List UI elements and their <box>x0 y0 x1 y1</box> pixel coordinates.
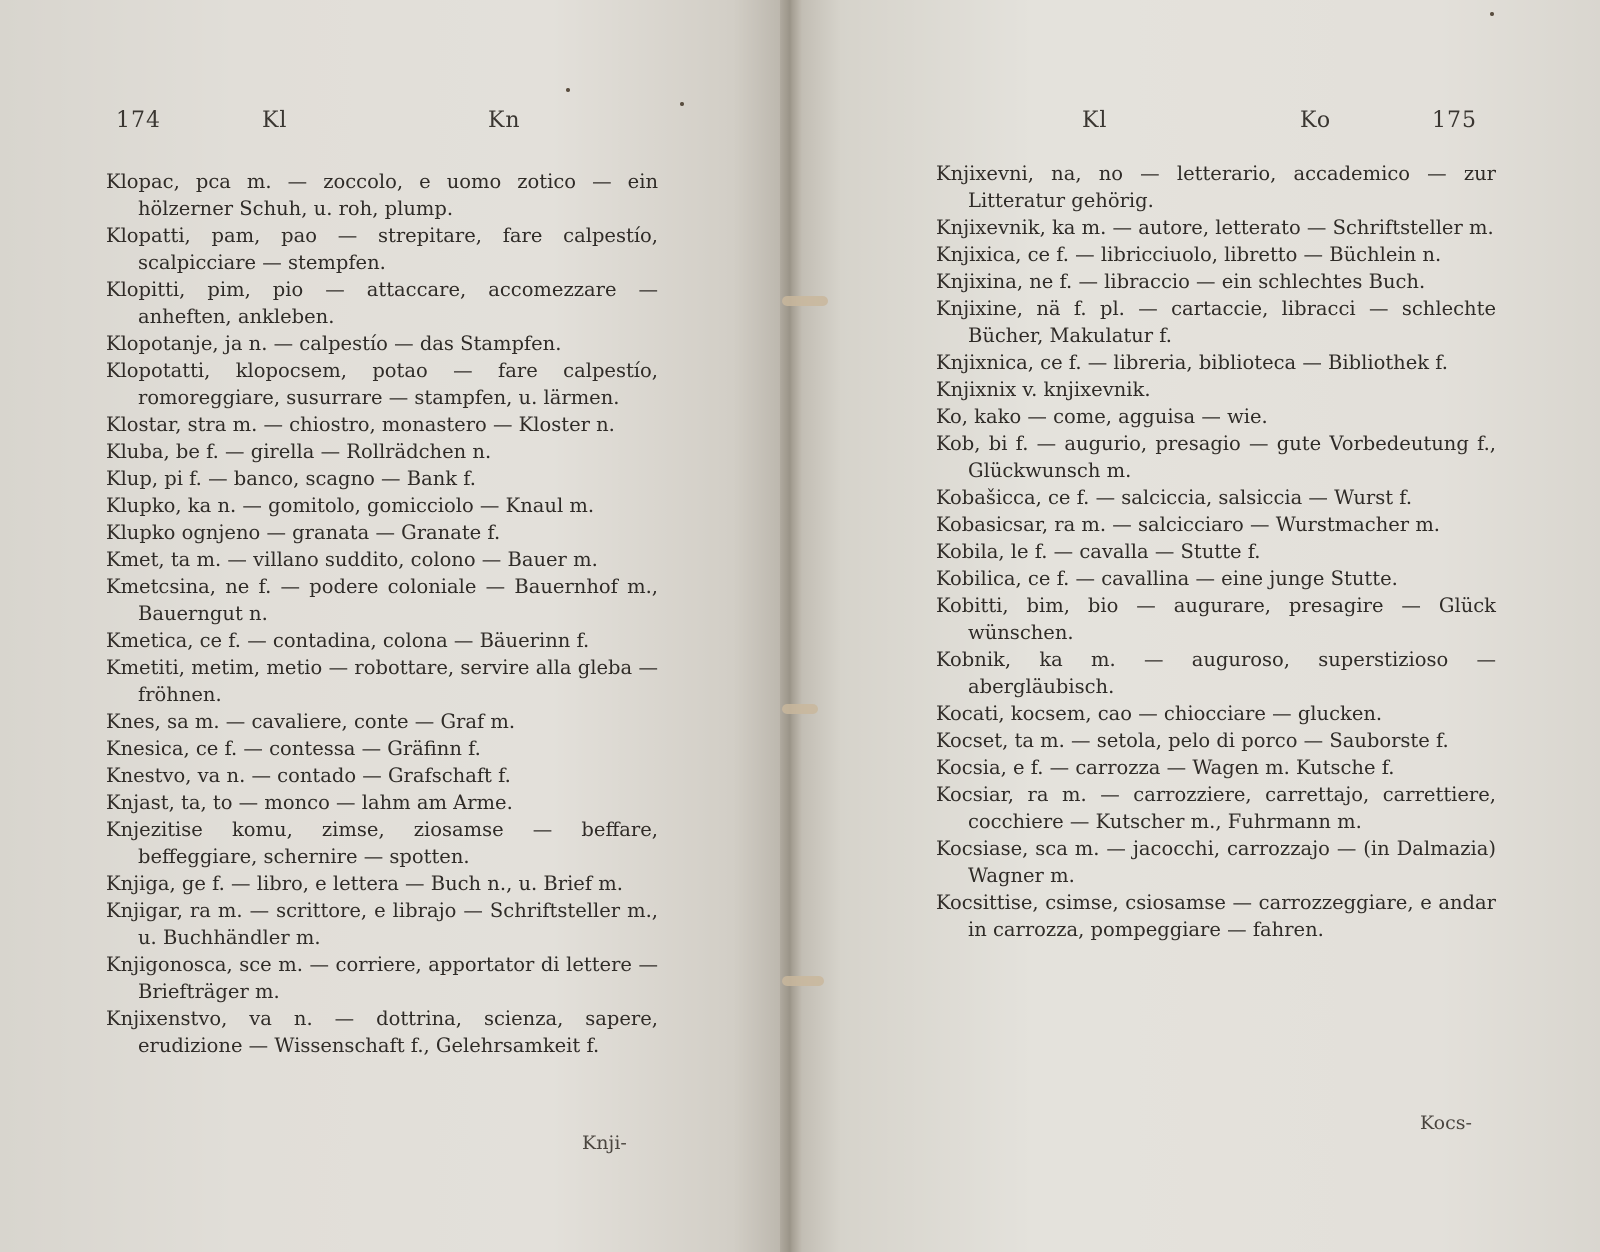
ink-speck <box>566 88 570 92</box>
dictionary-entry: Kocset, ta m. — setola, pelo di porco — Sauborste f. <box>936 729 1449 752</box>
header-right-letters: Kn <box>488 108 521 133</box>
dictionary-entry: Kob, bi f. — augurio, presagio — gute Vorbedeutung f., Glückwunsch m. <box>936 432 1496 482</box>
dictionary-entry: Knjixica, ce f. — libricciuolo, libretto — Büchlein n. <box>936 243 1442 266</box>
dictionary-entry: Kmet, ta m. — villano suddito, colono — Bauer m. <box>106 548 598 571</box>
dictionary-entry: Klupko ognjeno — granata — Granate f. <box>106 521 501 544</box>
binding-thread <box>782 296 828 306</box>
dictionary-entry: Kocsiase, sca m. — jacocchi, carrozzajo — (in Dalmazia) Wagner m. <box>936 837 1496 887</box>
dictionary-entry: Knjixevni, na, no — letterario, accademico — zur Litteratur gehörig. <box>936 162 1496 212</box>
right-entries <box>936 160 1496 943</box>
dictionary-entry: Knesica, ce f. — contessa — Gräfinn f. <box>106 737 481 760</box>
dictionary-entry: Kobasicsar, ra m. — salcicciaro — Wurstmacher m. <box>936 513 1441 536</box>
dictionary-entry: Kobitti, bim, bio — augurare, presagire — Glück wünschen. <box>936 594 1496 644</box>
dictionary-entry: Kmetiti, metim, metio — robottare, servire alla gleba — fröhnen. <box>106 656 658 706</box>
catchword: Knji- <box>582 1132 627 1154</box>
right-page <box>792 0 1600 1252</box>
dictionary-entry: Knjiga, ge f. — libro, e lettera — Buch n., u. Brief m. <box>106 872 623 895</box>
dictionary-entry: Klupko, ka n. — gomitolo, gomicciolo — Knaul m. <box>106 494 595 517</box>
dictionary-entry: Kobnik, ka m. — auguroso, superstizioso — abergläubisch. <box>936 648 1496 698</box>
dictionary-entry: Klopitti, pim, pio — attaccare, accomezzare — anheften, ankleben. <box>106 278 658 328</box>
book-gutter <box>780 0 802 1252</box>
dictionary-entry: Kocsia, e f. — carrozza — Wagen m. Kutsche f. <box>936 756 1395 779</box>
dictionary-entry: Klopatti, pam, pao — strepitare, fare calpestío, scalpicciare — stempfen. <box>106 224 658 274</box>
dictionary-entry: Knes, sa m. — cavaliere, conte — Graf m. <box>106 710 516 733</box>
dictionary-entry: Klopotanje, ja n. — calpestío — das Stampfen. <box>106 332 562 355</box>
dictionary-entry: Kobila, le f. — cavalla — Stutte f. <box>936 540 1261 563</box>
header-left-letters: Kl <box>1082 108 1108 133</box>
dictionary-entry: Ko, kako — come, agguisa — wie. <box>936 405 1268 428</box>
dictionary-entry: Kmetica, ce f. — contadina, colona — Bäuerinn f. <box>106 629 590 652</box>
binding-thread <box>782 976 824 986</box>
dictionary-entry: Knjigonosca, sce m. — corriere, apportator di lettere — Briefträger m. <box>106 953 658 1003</box>
dictionary-entry: Knjixnica, ce f. — libreria, biblioteca — Bibliothek f. <box>936 351 1448 374</box>
dictionary-entry: Klostar, stra m. — chiostro, monastero — Kloster n. <box>106 413 615 436</box>
dictionary-entry: Knjixenstvo, va n. — dottrina, scienza, sapere, erudizione — Wissenschaft f., Gelehrsamkeit f. <box>106 1007 658 1057</box>
dictionary-entry: Kobašicca, ce f. — salciccia, salsiccia — Wurst f. <box>936 486 1413 509</box>
dictionary-entry: Klopac, pca m. — zoccolo, e uomo zotico — ein hölzerner Schuh, u. roh, plump. <box>106 170 658 220</box>
dictionary-entry: Kocati, kocsem, cao — chiocciare — glucken. <box>936 702 1383 725</box>
left-page <box>0 0 788 1252</box>
dictionary-entry: Klup, pi f. — banco, scagno — Bank f. <box>106 467 476 490</box>
dictionary-entry: Knjast, ta, to — monco — lahm am Arme. <box>106 791 513 814</box>
page-number: 175 <box>1432 108 1477 133</box>
dictionary-entry: Kmetcsina, ne f. — podere coloniale — Bauernhof m., Bauerngut n. <box>106 575 658 625</box>
dictionary-entry: Kocsiar, ra m. — carrozziere, carrettajo, carrettiere, cocchiere — Kutscher m., Fuhrmann m. <box>936 783 1496 833</box>
dictionary-entry: Knjigar, ra m. — scrittore, e librajo — Schriftsteller m., u. Buchhändler m. <box>106 899 658 949</box>
ink-speck <box>680 102 684 106</box>
dictionary-entry: Knjezitise komu, zimse, ziosamse — beffare, beffeggiare, schernire — spotten. <box>106 818 658 868</box>
dictionary-entry: Knestvo, va n. — contado — Grafschaft f. <box>106 764 511 787</box>
page-number: 174 <box>116 108 161 133</box>
dictionary-entry: Knjixnix v. knjixevnik. <box>936 378 1151 401</box>
dictionary-entry: Kluba, be f. — girella — Rollrädchen n. <box>106 440 492 463</box>
header-right-letters: Ko <box>1300 108 1332 133</box>
dictionary-entry: Knjixine, nä f. pl. — cartaccie, libracci — schlechte Bücher, Makulatur f. <box>936 297 1496 347</box>
catchword: Kocs- <box>1420 1112 1472 1134</box>
header-left-letters: Kl <box>262 108 288 133</box>
dictionary-entry: Knjixina, ne f. — libraccio — ein schlechtes Buch. <box>936 270 1426 293</box>
binding-thread <box>782 704 818 714</box>
left-entries <box>106 168 658 1059</box>
dictionary-entry: Kobilica, ce f. — cavallina — eine junge Stutte. <box>936 567 1398 590</box>
dictionary-entry: Knjixevnik, ka m. — autore, letterato — Schriftsteller m. <box>936 216 1494 239</box>
dictionary-entry: Klopotatti, klopocsem, potao — fare calpestío, romoreggiare, susurrare — stampfen, u. lärmen. <box>106 359 658 409</box>
dictionary-entry: Kocsittise, csimse, csiosamse — carrozzeggiare, e andar in carrozza, pompeggiare — fahren. <box>936 891 1496 941</box>
ink-speck <box>1490 12 1494 16</box>
